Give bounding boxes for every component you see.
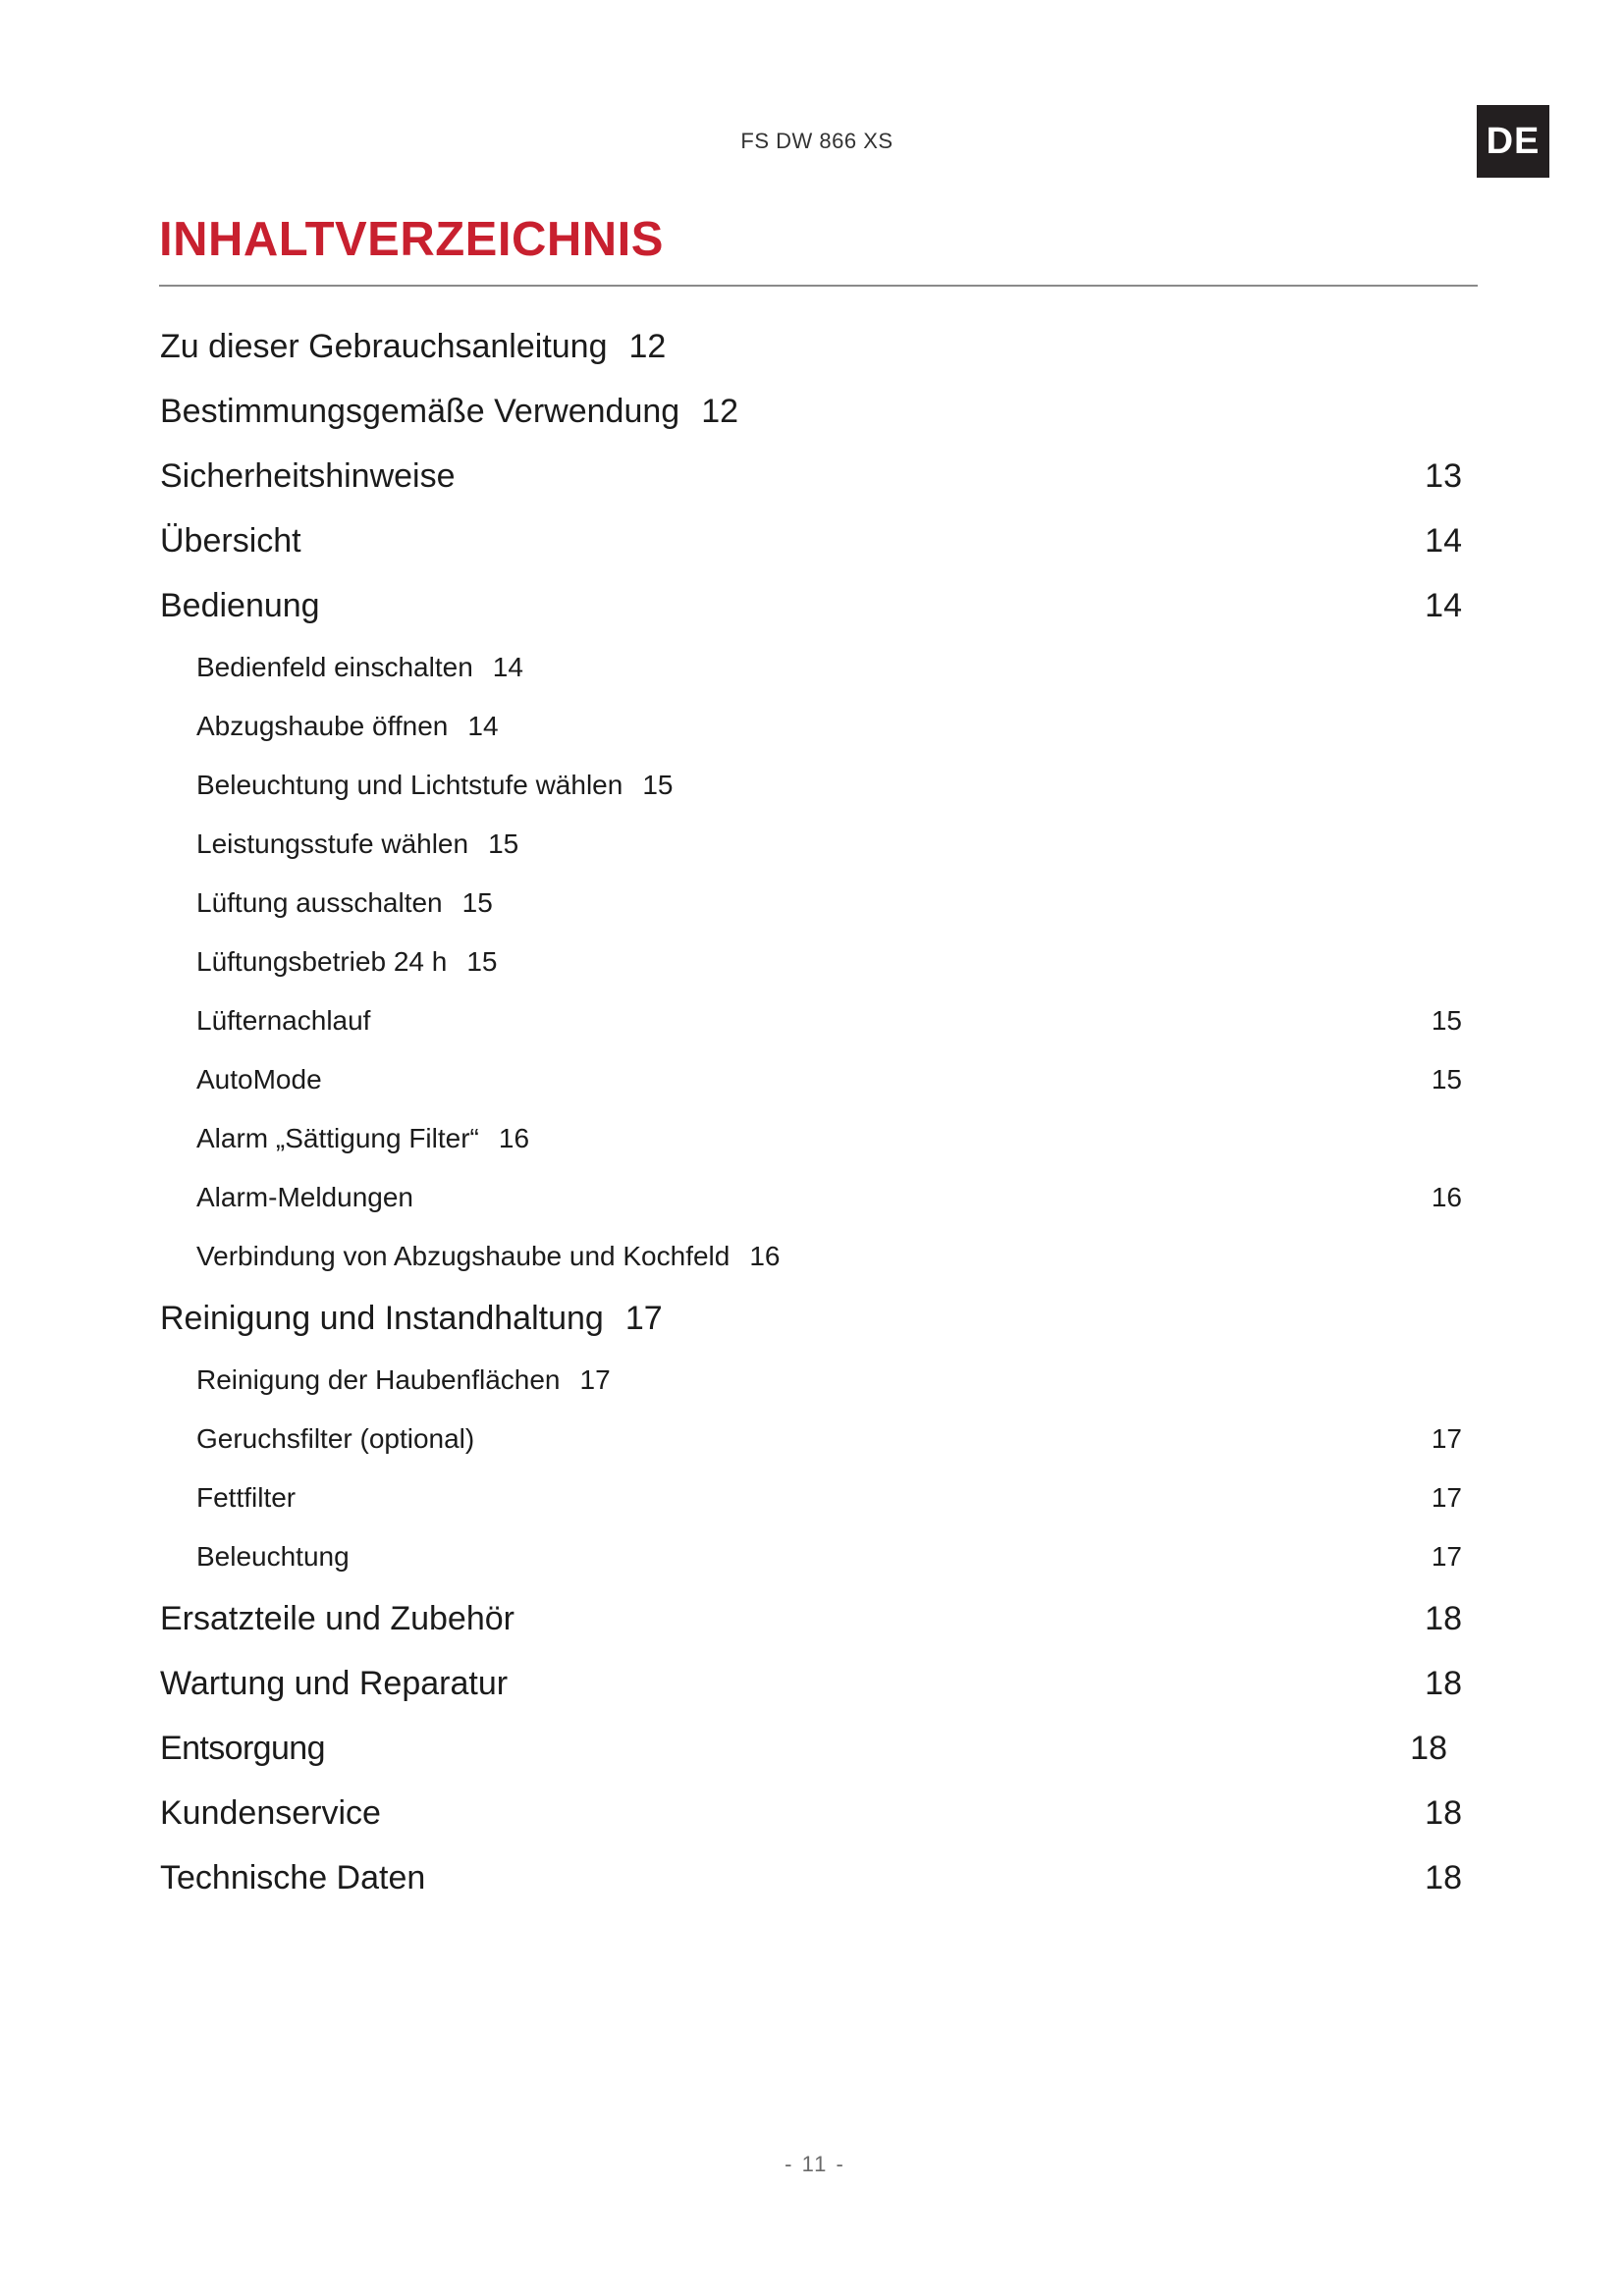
toc-entry-page: 17 — [1431, 1482, 1462, 1513]
toc-entry-title: AutoMode — [196, 1064, 322, 1095]
toc-entry-page: 15 — [1431, 1005, 1462, 1036]
toc-entry — [0, 1845, 1624, 1910]
toc-subentry — [0, 1351, 1624, 1410]
toc-subentry — [0, 991, 1624, 1050]
toc-entry — [0, 1586, 1624, 1651]
toc-entry-title: Verbindung von Abzugshaube und Kochfeld — [196, 1241, 731, 1271]
toc-subentry — [0, 815, 1624, 874]
toc-entry-title: Bestimmungsgemäße Verwendung — [160, 392, 680, 430]
toc-entry-title: Ersatzteile und Zubehör — [160, 1599, 514, 1637]
toc-entry-title: Abzugshaube öffnen — [196, 711, 449, 741]
toc-entry-page: 17 — [624, 1299, 663, 1337]
toc-subentry — [0, 1050, 1624, 1109]
toc-entry-page: 17 — [1431, 1423, 1462, 1454]
toc-entry-title: Lüftung ausschalten — [196, 887, 443, 918]
toc-subentry — [0, 1527, 1624, 1586]
toc-subentry — [0, 697, 1624, 756]
toc-entry-page: 14 — [492, 652, 523, 682]
toc-entry-title: Alarm-Meldungen — [196, 1182, 413, 1212]
toc-entry-title: Geruchsfilter (optional) — [196, 1423, 475, 1454]
toc-subentry — [0, 1410, 1624, 1468]
page-number: - 11 - — [785, 2152, 845, 2176]
toc-entry-page: 14 — [1425, 521, 1462, 560]
toc-entry — [0, 444, 1624, 508]
toc-entry — [0, 379, 1624, 444]
model-number: FS DW 866 XS — [740, 129, 893, 153]
toc-subentry — [0, 933, 1624, 991]
toc-entry-page: 15 — [1431, 1064, 1462, 1095]
toc-entry — [0, 1781, 1624, 1845]
toc-entry — [0, 1716, 1624, 1781]
toc-entry-title: Sicherheitshinweise — [160, 456, 456, 495]
toc-entry-page: 18 — [1425, 1599, 1462, 1637]
toc-subentry — [0, 1468, 1624, 1527]
toc-entry-page: 14 — [467, 711, 499, 741]
toc-entry-page: 15 — [488, 828, 519, 859]
toc-entry — [0, 573, 1624, 638]
toc-entry-title: Fettfilter — [196, 1482, 297, 1513]
toc-entry — [0, 508, 1624, 573]
toc-entry-page: 15 — [461, 887, 493, 918]
toc-subentry — [0, 1168, 1624, 1227]
toc-entry-page: 12 — [701, 392, 739, 430]
toc-entry-title: Wartung und Reparatur — [160, 1664, 509, 1702]
toc-entry-page: 14 — [1425, 586, 1462, 624]
toc-entry-title: Kundenservice — [160, 1793, 381, 1832]
toc-entry-page: 18 — [1425, 1793, 1462, 1832]
table-of-contents — [0, 314, 1624, 1910]
toc-subentry — [0, 638, 1624, 697]
toc-entry-title: Beleuchtung und Lichtstufe wählen — [196, 770, 623, 800]
toc-entry-page: 17 — [579, 1364, 611, 1395]
toc-entry-title: Alarm „Sättigung Filter“ — [196, 1123, 479, 1153]
toc-subentry — [0, 756, 1624, 815]
toc-entry-page: 15 — [466, 946, 498, 977]
toc-entry-page: 15 — [642, 770, 674, 800]
toc-entry — [0, 1651, 1624, 1716]
toc-entry-title: Entsorgung — [160, 1729, 325, 1767]
toc-entry-title: Übersicht — [160, 521, 301, 560]
toc-entry-page: 12 — [628, 327, 667, 365]
toc-subentry — [0, 1227, 1624, 1286]
toc-entry-page: 18 — [1410, 1729, 1447, 1767]
toc-entry-title: Reinigung der Haubenflächen — [196, 1364, 561, 1395]
toc-entry-page: 16 — [498, 1123, 530, 1153]
toc-entry-title: Leistungsstufe wählen — [196, 828, 469, 859]
toc-entry-title: Lüftungsbetrieb 24 h — [196, 946, 448, 977]
toc-entry-title: Bedienfeld einschalten — [196, 652, 473, 682]
toc-entry-page: 17 — [1431, 1541, 1462, 1572]
toc-entry-title: Technische Daten — [160, 1858, 426, 1896]
title-divider — [159, 285, 1478, 287]
toc-entry-title: Beleuchtung — [196, 1541, 350, 1572]
page-title: INHALTVERZEICHNIS — [159, 213, 664, 266]
toc-entry-page: 16 — [1431, 1182, 1462, 1212]
toc-entry-page: 16 — [749, 1241, 781, 1271]
language-badge: DE — [1477, 105, 1549, 178]
toc-entry-page: 18 — [1425, 1858, 1462, 1896]
toc-subentry — [0, 1109, 1624, 1168]
toc-entry-page: 13 — [1425, 456, 1462, 495]
toc-entry-title: Reinigung und Instandhaltung — [160, 1299, 604, 1337]
toc-subentry — [0, 874, 1624, 933]
toc-entry — [0, 314, 1624, 379]
toc-entry-page: 18 — [1425, 1664, 1462, 1702]
toc-entry-title: Lüfternachlauf — [196, 1005, 371, 1036]
toc-entry — [0, 1286, 1624, 1351]
toc-entry-title: Zu dieser Gebrauchsanleitung — [160, 327, 608, 365]
toc-entry-title: Bedienung — [160, 586, 320, 624]
